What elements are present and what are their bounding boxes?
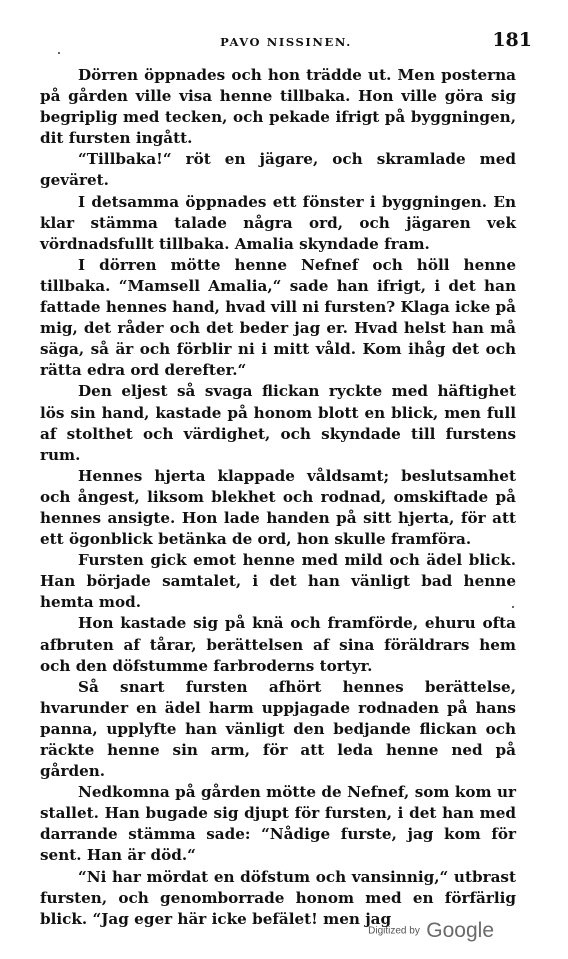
body-text xyxy=(40,65,516,930)
paragraph: Nedkomna på gården mötte de Nefnef, som kom ur stallet. Han bugade sig djupt för fursten, i det han med darrande stämma sade: “Nådige furste, jag kom för sent. Han är död.“ xyxy=(40,783,516,865)
digitized-by-google-watermark xyxy=(368,919,494,943)
print-speck xyxy=(58,52,60,54)
paragraph: “Ni har mördat en döfstum och vansinnig,“ utbrast fursten, och genomborrade honom med en förfärlig blick. “Jag eger här icke befälet! men jag xyxy=(40,867,516,928)
paragraph: “Tillbaka!“ röt en jägare, och skramlade med geväret. xyxy=(40,150,516,190)
paragraph: Den eljest så svaga flickan ryckte med häftighet lös sin hand, kastade på honom blott en blick, men full af stolthet och värdighet, och skyndade till furstens rum. xyxy=(40,382,516,464)
paragraph: Fursten gick emot henne med mild och ädel blick. Han började samtalet, i det han vänligt bad henne hemta mod. xyxy=(40,551,516,612)
page-header xyxy=(40,27,532,53)
page-number: 181 xyxy=(492,29,532,51)
paragraph: I dörren mötte henne Nefnef och höll henne tillbaka. “Mamsell Amalia,“ sade han ifrigt, i det han fattade hennes hand, hvad vill ni fursten? Klaga icke på mig, det råder och det beder jag er. Hvad helst han må säga, så är och förblir ni i mitt våld. Kom ihåg det och rätta edra ord derefter.“ xyxy=(40,255,516,380)
paragraph: Hennes hjerta klappade våldsamt; beslutsamhet och ångest, liksom blekhet och rodnad, omskiftade på hennes ansigte. Hon lade handen på sitt hjerta, för att ett ögonblick betänka de ord, hon skulle framföra. xyxy=(40,466,516,549)
google-logo: Google xyxy=(426,919,494,942)
digitized-by-label: Digitized by xyxy=(368,925,420,937)
paragraph: Så snart fursten afhört hennes berättelse, hvarunder en ädel harm uppjagade rodnaden på hans panna, upplyfte han vänligt den bedjande flickan och räckte henne sin arm, för att leda henne ned på gården. xyxy=(40,677,516,781)
print-speck xyxy=(512,606,514,608)
running-head: PAVO NISSINEN. xyxy=(220,35,352,49)
paragraph: Hon kastade sig på knä och framförde, ehuru ofta afbruten af tårar, berättelsen af sina föräldrars hem och den döfstumme farbroderns tortyr. xyxy=(40,614,516,675)
paragraph: Dörren öppnades och hon trädde ut. Men posterna på gården ville visa henne tillbaka. Hon ville göra sig begriplig med tecken, och pekade ifrigt på byggningen, dit fursten ingått. xyxy=(40,66,516,148)
paragraph: I detsamma öppnades ett fönster i byggningen. En klar stämma talade några ord, och jägaren vek vördnadsfullt tillbaka. Amalia skyndade fram. xyxy=(40,192,516,253)
